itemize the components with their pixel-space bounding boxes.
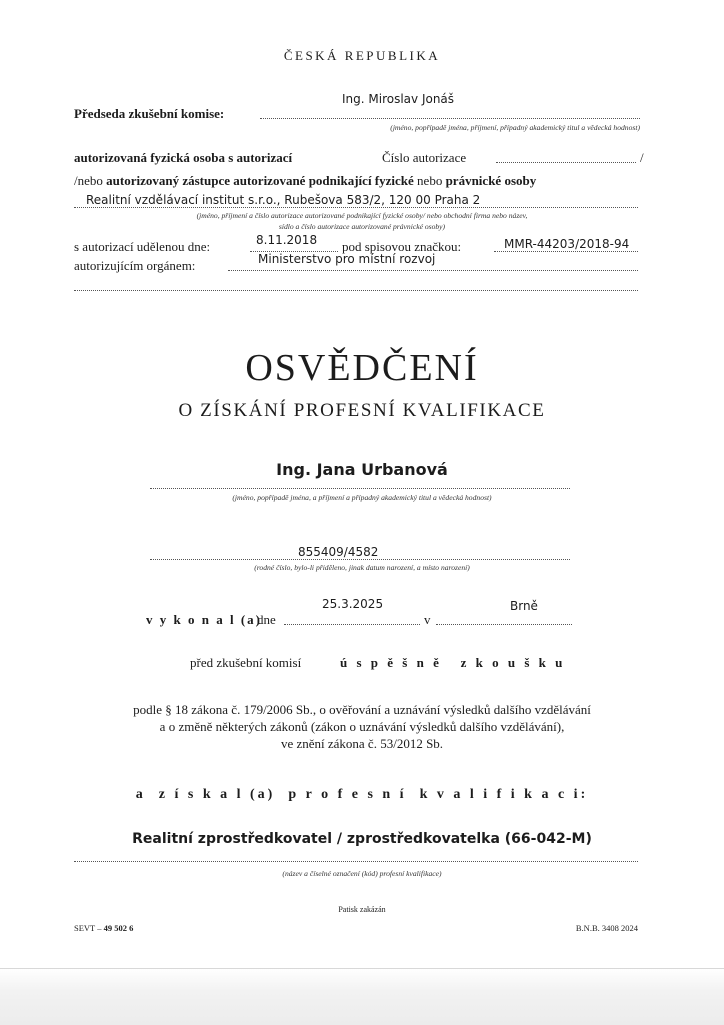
sevt-number: 49 502 6: [103, 923, 134, 933]
certificate-subtitle: O ZÍSKÁNÍ PROFESNÍ KVALIFIKACE: [178, 400, 546, 421]
holder-note: (jméno, popřípadě jména, a příjmení a případný akademický titul a vědecká hodnost): [232, 493, 492, 502]
law-line-1: podle § 18 zákona č. 179/2006 Sb., o ověřování a uznávání výsledků dalšího vzdělávání: [133, 702, 591, 717]
sevt-code: [74, 923, 133, 933]
qualification-note: (název a číselné označení (kód) profesní kvalifikace): [282, 869, 442, 878]
law-line-3: ve znění zákona č. 53/2012 Sb.: [280, 736, 444, 751]
file-number-dotted-line: [494, 251, 638, 252]
exam-place-value: Brně: [510, 599, 538, 613]
certificate-title: OSVĚDČENÍ: [245, 347, 479, 389]
file-number-value: MMR-44203/2018-94: [504, 237, 630, 251]
law-line-2: a o změně některých zákonů (zákon o uznávání výsledků dalšího vzdělávání),: [159, 719, 565, 734]
slash: /: [640, 150, 644, 165]
file-label: pod spisovou značkou:: [342, 239, 462, 254]
authority-extra-dotted-line: [74, 290, 638, 291]
holder-name: Ing. Jana Urbanová: [276, 460, 448, 479]
granted-label: s autorizací udělenou dne:: [74, 239, 211, 254]
chair-label: Předseda zkušební komise:: [74, 106, 225, 121]
birth-number-dotted-line: [150, 559, 570, 560]
authorization-number-dotted-line: [496, 162, 636, 163]
authorization-number-label: Číslo autorizace: [382, 150, 467, 165]
or-prefix: /nebo: [74, 173, 103, 188]
country-header: ČESKÁ REPUBLIKA: [283, 48, 441, 63]
authority-label: autorizujícím orgánem:: [74, 258, 196, 273]
qualification-name: Realitní zprostředkovatel / zprostředkovatelka (66-042-M): [132, 831, 592, 847]
institution-note-1: (jméno, příjmení a číslo autorizace autorizované podnikající fyzické osoby/ nebo obchodní firma nebo název,: [196, 211, 528, 220]
institution-dotted-line: [74, 207, 638, 208]
birth-note: (rodné číslo, bylo-li přiděleno, jinak datum narození, a místo narození): [254, 563, 470, 572]
qualification-dotted-line: [74, 861, 638, 862]
chair-dotted-line: [260, 118, 640, 119]
institution-value: Realitní vzdělávací institut s.r.o., Rubešova 583/2, 120 00 Praha 2: [86, 193, 481, 207]
authorized-person-label: autorizovaná fyzická osoba s autorizací: [74, 150, 293, 165]
exam-date-dotted-line: [284, 624, 420, 625]
exam-date-value: 25.3.2025: [322, 597, 384, 611]
authority-dotted-line: [228, 270, 638, 271]
holder-dotted-line: [150, 488, 570, 489]
institution-note-2: sídlo a číslo autorizace autorizované právnické osoby): [278, 222, 446, 231]
or-word: nebo: [417, 173, 443, 188]
page-bottom-edge: [0, 968, 724, 1025]
authority-value: Ministerstvo pro místní rozvoj: [258, 252, 436, 266]
performed-label: v y k o n a l (a): [146, 612, 262, 627]
date-word: dne: [257, 612, 276, 627]
sevt-prefix: SEVT –: [74, 923, 102, 933]
chair-note: (jméno, popřípadě jména, příjmení, případný akademický titul a vědecká hodnost): [390, 123, 640, 132]
birth-number-value: 855409/4582: [298, 545, 379, 559]
chair-name: Ing. Miroslav Jonáš: [342, 92, 455, 106]
exam-place-dotted-line: [436, 624, 572, 625]
authorized-rep-label: autorizovaný zástupce autorizované podnikající fyzické: [106, 173, 414, 188]
obtained-qualification-text: a z í s k a l (a) p r o f e s n í k v a l i f i k a c i:: [135, 787, 589, 802]
before-committee-text: před zkušební komisí: [190, 655, 302, 670]
granted-date-value: 8.11.2018: [256, 233, 318, 247]
legal-person-label: právnické osoby: [445, 173, 537, 188]
in-word: v: [424, 612, 431, 627]
success-exam-text: ú s p ě š n ě z k o u š k u: [340, 655, 566, 670]
reprint-forbidden: Patisk zakázán: [338, 905, 386, 914]
bnb-code: B.N.B. 3408 2024: [575, 923, 638, 933]
